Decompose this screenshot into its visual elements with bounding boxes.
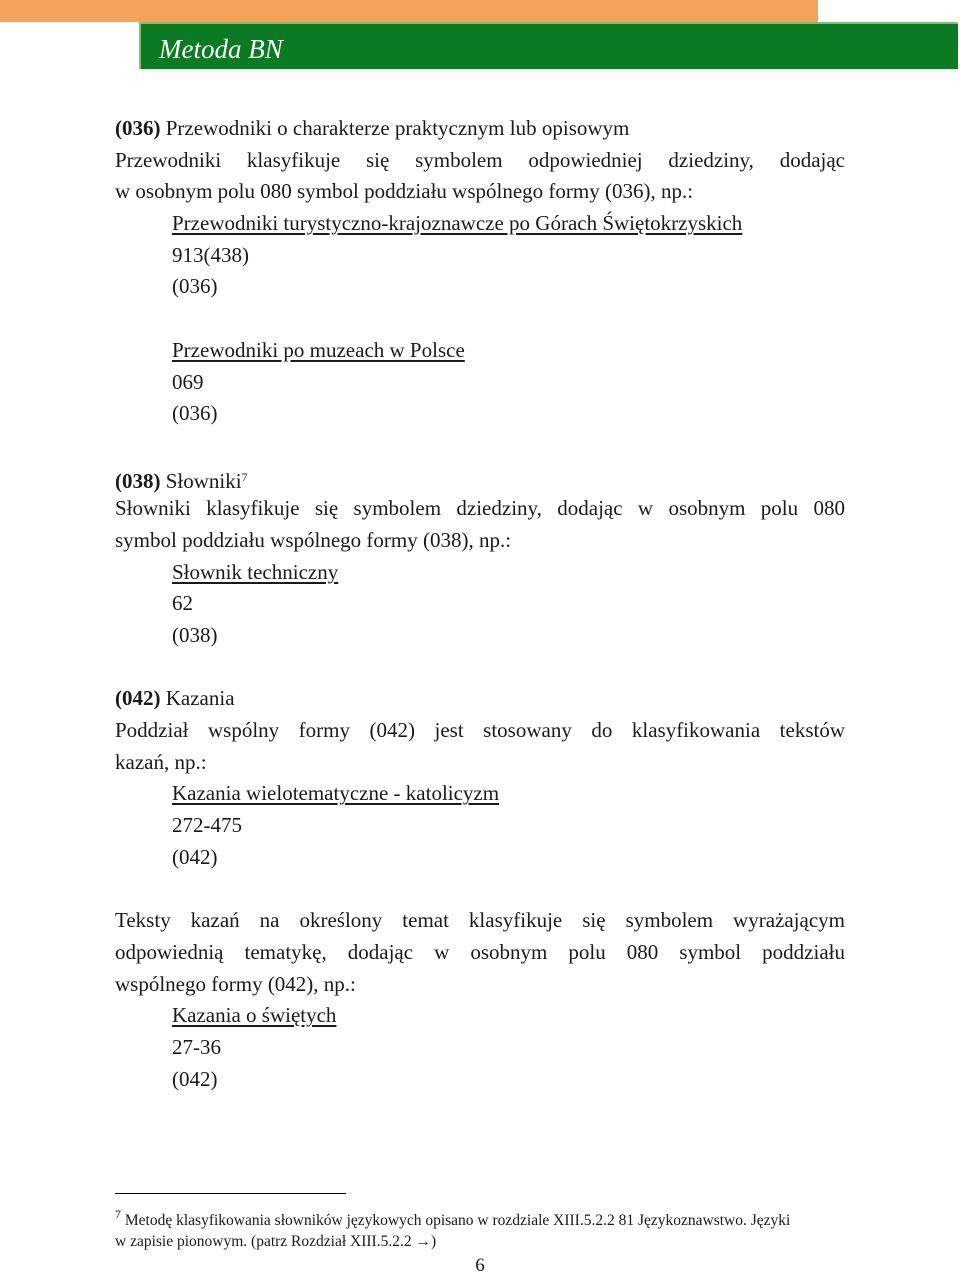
- paragraph-line: kazań, np.:: [115, 749, 207, 774]
- section-heading-038: [115, 462, 845, 494]
- page-number: 6: [475, 1255, 485, 1276]
- example-title: Kazania o świętych: [172, 1003, 337, 1028]
- paragraph-line: symbol poddziału wspólnego formy (038), np.:: [115, 527, 512, 552]
- example-title: Kazania wielotematyczne - katolicyzm: [172, 781, 500, 806]
- header-title: Metoda BN: [159, 34, 283, 64]
- section-heading-036: [115, 113, 845, 145]
- example-form-code: (038): [172, 623, 218, 647]
- section-code: (042): [115, 686, 161, 711]
- example-code: 27-36: [172, 1034, 221, 1059]
- document-body: [115, 113, 845, 1095]
- header-green-bar: [139, 22, 958, 69]
- example-form-code: (042): [172, 1066, 218, 1091]
- section-title: Słowniki: [165, 468, 242, 493]
- footnote-line: $^7$ Metodę klasyfikowania słowników językowych opisano w rozdziale XIII.5.2.2 81 Językoznawstwo. Języki: [115, 1207, 791, 1229]
- footnote-mark: 7: [115, 1207, 121, 1221]
- example-form-code: (042): [172, 844, 218, 869]
- example-title: Przewodniki turystyczno-krajoznawcze po Górach Świętokrzyskich: [172, 211, 743, 236]
- section-code: (036): [115, 116, 161, 140]
- example-code: 272-475: [172, 813, 242, 838]
- footnote: [115, 1204, 845, 1252]
- section-heading-042: [115, 683, 845, 715]
- section-title: Kazania: [165, 686, 235, 711]
- paragraph-line: odpowiednią tematykę, dodając w osobnym polu 080 symbol poddziału: [115, 939, 845, 964]
- paragraph-line: w osobnym polu 080 symbol poddziału wspólnego formy (036), np.:: [115, 179, 694, 204]
- example-code: 62: [172, 591, 193, 616]
- paragraph-line: Przewodniki klasyfikuje się symbolem odpowiedniej dziedziny, dodając: [115, 147, 845, 172]
- section-code: (038): [115, 468, 161, 493]
- header-orange-bar: [0, 0, 818, 22]
- paragraph-line: Teksty kazań na określony temat klasyfikuje się symbolem wyrażającym: [115, 908, 845, 933]
- paragraph-line: Poddział wspólny formy (042) jest stosowany do klasyfikowania tekstów: [115, 718, 845, 743]
- example-form-code: (036): [172, 274, 218, 299]
- footnote-separator: [115, 1193, 346, 1194]
- example-code: 069: [172, 369, 204, 394]
- example-form-code: (036): [172, 401, 218, 426]
- paragraph-line: wspólnego formy (042), np.:: [115, 971, 356, 996]
- example-title: Przewodniki po muzeach w Polsce: [172, 337, 465, 362]
- footnote-line: w zapisie pionowym. (patrz Rozdział XIII.5.2.2 →): [115, 1233, 437, 1250]
- example-code: 913(438): [172, 242, 249, 267]
- paragraph-line: Słowniki klasyfikuje się symbolem dziedziny, dodając w osobnym polu 080: [115, 496, 845, 521]
- footnote-reference[interactable]: 7: [241, 469, 248, 484]
- example-title: Słownik techniczny: [172, 559, 339, 584]
- section-title: Przewodniki o charakterze praktycznym lub opisowym: [165, 116, 630, 140]
